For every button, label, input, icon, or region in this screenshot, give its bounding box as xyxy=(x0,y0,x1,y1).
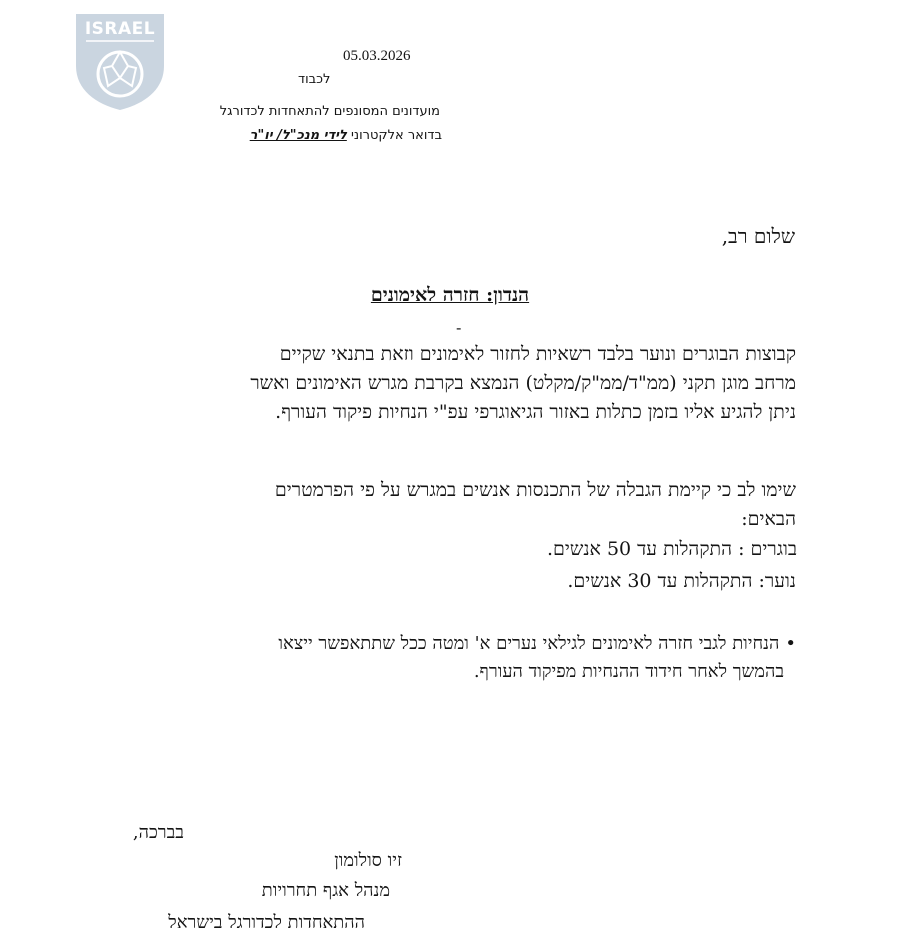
email-prefix: בדואר אלקטרוני xyxy=(346,128,442,143)
greeting: שלום רב, xyxy=(721,224,795,248)
email-highlight: לידי מנכ"ל/ יו"ר xyxy=(249,128,347,143)
email-line xyxy=(250,128,442,143)
paragraph-1-line: קבוצות הבוגרים ונוער בלבד רשאיות לחזור לאימונים וזאת בתנאי שקיים xyxy=(279,343,796,365)
paragraph-2-line: שימו לב כי קיימת הגבלה של התכנסות אנשים במגרש על פי הפרמטרים xyxy=(274,479,796,501)
limit-adults: בוגרים : התקהלות עד 50 אנשים. xyxy=(546,538,797,560)
paragraph-1-line: ניתן להגיע אליו בזמן כתלות באזור הגיאוגרפי עפ"י הנחיות פיקוד העורף. xyxy=(275,401,796,423)
paragraph-1 xyxy=(250,340,796,427)
signer-name: זיו סולומון xyxy=(334,850,402,871)
recipient-line: מועדונים המסונפים להתאחדות לכדורגל xyxy=(219,104,440,119)
closing: בברכה, xyxy=(132,822,184,843)
signer-org: ההתאחדות לכדורגל בישראל xyxy=(168,912,365,933)
logo-text: ISRAEL xyxy=(84,19,156,39)
to-label: לכבוד xyxy=(298,72,331,87)
bullet-line: הנחיות לגבי חזרה לאימונים לגילאי נערים א' ומטה ככל שתתאפשר ייצאו xyxy=(278,633,780,654)
signer-title: מנהל אגף תחרויות xyxy=(261,880,390,901)
paragraph-2-line: הבאים: xyxy=(741,508,796,530)
letter-date: 05.03.2026 xyxy=(343,48,411,64)
bullet-dot-icon: • xyxy=(785,633,796,654)
dash-mark: - xyxy=(456,318,462,337)
limit-youth: נוער: התקהלות עד 30 אנשים. xyxy=(567,570,796,592)
paragraph-2 xyxy=(275,476,796,534)
paragraph-1-line: מרחב מוגן תקני (ממ"ד/ממ"ק/מקלט) הנמצא בקרבת מגרש האימונים ואשר xyxy=(250,372,796,394)
ifa-logo xyxy=(68,8,172,112)
bullet-item xyxy=(278,630,796,658)
bullet-line-2: בהמשך לאחר חידוד ההנחיות מפיקוד העורף. xyxy=(473,661,784,682)
subject-heading: הנדון: חזרה לאימונים xyxy=(370,284,530,306)
